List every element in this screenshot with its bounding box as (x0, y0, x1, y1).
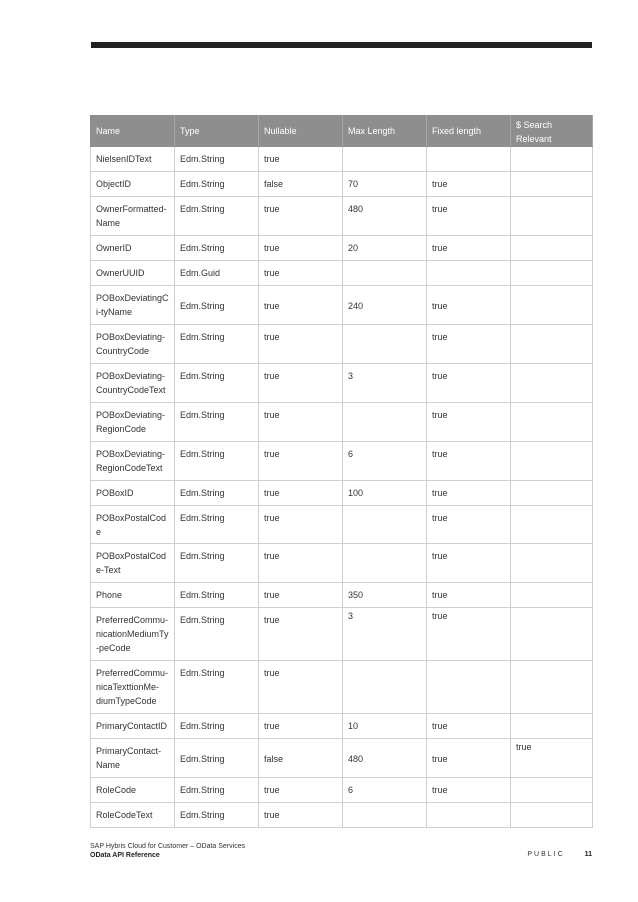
cell-type: Edm.Guid (175, 261, 259, 286)
cell-nullable: true (259, 236, 343, 261)
cell-type: Edm.String (175, 803, 259, 828)
column-header-type: Type (175, 116, 259, 147)
cell-fixed-length: true (427, 236, 511, 261)
cell-search-relevant (511, 661, 593, 714)
cell-nullable: false (259, 172, 343, 197)
cell-search-relevant: true (511, 739, 593, 778)
cell-name: POBoxPostalCode-Text (91, 544, 175, 583)
cell-search-relevant (511, 286, 593, 325)
table-row (91, 325, 593, 364)
cell-nullable: true (259, 803, 343, 828)
cell-type: Edm.String (175, 236, 259, 261)
cell-nullable: true (259, 147, 343, 172)
cell-search-relevant (511, 403, 593, 442)
table-row (91, 778, 593, 803)
cell-fixed-length: true (427, 544, 511, 583)
cell-type: Edm.String (175, 739, 259, 778)
cell-type: Edm.String (175, 172, 259, 197)
cell-fixed-length (427, 147, 511, 172)
cell-max-length: 70 (343, 172, 427, 197)
table-row (91, 714, 593, 739)
cell-nullable: true (259, 261, 343, 286)
cell-max-length: 20 (343, 236, 427, 261)
cell-search-relevant (511, 803, 593, 828)
cell-max-length: 6 (343, 442, 427, 481)
table-header-row (91, 116, 593, 147)
cell-nullable: false (259, 739, 343, 778)
table-row (91, 261, 593, 286)
cell-search-relevant (511, 608, 593, 661)
footer-product: SAP Hybris Cloud for Customer – OData Services (90, 843, 246, 850)
cell-nullable: true (259, 661, 343, 714)
cell-nullable: true (259, 608, 343, 661)
cell-fixed-length (427, 261, 511, 286)
cell-name: OwnerFormatted-Name (91, 197, 175, 236)
cell-fixed-length: true (427, 778, 511, 803)
table-row (91, 286, 593, 325)
cell-name: POBoxDeviating-CountryCode (91, 325, 175, 364)
cell-nullable: true (259, 403, 343, 442)
cell-max-length: 6 (343, 778, 427, 803)
cell-max-length: 240 (343, 286, 427, 325)
cell-fixed-length: true (427, 714, 511, 739)
cell-fixed-length: true (427, 608, 511, 661)
cell-max-length: 480 (343, 739, 427, 778)
cell-nullable: true (259, 778, 343, 803)
cell-fixed-length: true (427, 286, 511, 325)
cell-search-relevant (511, 197, 593, 236)
cell-fixed-length: true (427, 583, 511, 608)
cell-search-relevant (511, 714, 593, 739)
table-row (91, 803, 593, 828)
cell-max-length: 100 (343, 481, 427, 506)
cell-fixed-length: true (427, 325, 511, 364)
cell-name: POBoxDeviating-RegionCode (91, 403, 175, 442)
cell-nullable: true (259, 286, 343, 325)
column-header-fixed-length: Fixed length (427, 116, 511, 147)
cell-search-relevant (511, 583, 593, 608)
cell-name: POBoxDeviatingCi-tyName (91, 286, 175, 325)
cell-max-length (343, 506, 427, 544)
cell-nullable: true (259, 544, 343, 583)
cell-name: POBoxPostalCode (91, 506, 175, 544)
cell-search-relevant (511, 778, 593, 803)
cell-fixed-length: true (427, 739, 511, 778)
table-row (91, 481, 593, 506)
cell-type: Edm.String (175, 481, 259, 506)
cell-name: OwnerUUID (91, 261, 175, 286)
cell-type: Edm.String (175, 506, 259, 544)
footer-right (527, 851, 592, 858)
cell-nullable: true (259, 364, 343, 403)
cell-max-length (343, 147, 427, 172)
table-row (91, 147, 593, 172)
cell-nullable: true (259, 442, 343, 481)
column-header-max-length: Max Length (343, 116, 427, 147)
table-row (91, 661, 593, 714)
column-header-search-relevant: $ Search Relevant (511, 116, 593, 147)
cell-nullable: true (259, 506, 343, 544)
cell-max-length (343, 325, 427, 364)
cell-fixed-length: true (427, 442, 511, 481)
cell-search-relevant (511, 364, 593, 403)
table-row (91, 442, 593, 481)
column-header-name: Name (91, 116, 175, 147)
cell-fixed-length: true (427, 403, 511, 442)
table-row (91, 364, 593, 403)
cell-nullable: true (259, 197, 343, 236)
cell-nullable: true (259, 714, 343, 739)
footer-document-title: OData API Reference (90, 852, 160, 859)
cell-fixed-length: true (427, 172, 511, 197)
cell-max-length: 3 (343, 608, 427, 661)
cell-name: ObjectID (91, 172, 175, 197)
cell-name: OwnerID (91, 236, 175, 261)
cell-type: Edm.String (175, 147, 259, 172)
cell-search-relevant (511, 261, 593, 286)
table-row (91, 172, 593, 197)
cell-name: POBoxDeviating-CountryCodeText (91, 364, 175, 403)
cell-fixed-length: true (427, 506, 511, 544)
table-row (91, 403, 593, 442)
page-number: 11 (584, 851, 592, 858)
cell-type: Edm.String (175, 608, 259, 661)
cell-search-relevant (511, 506, 593, 544)
cell-max-length (343, 803, 427, 828)
table-row (91, 739, 593, 778)
cell-name: NielsenIDText (91, 147, 175, 172)
cell-type: Edm.String (175, 364, 259, 403)
footer-classification: PUBLIC (527, 851, 565, 858)
cell-nullable: true (259, 481, 343, 506)
cell-name: Phone (91, 583, 175, 608)
cell-name: PreferredCommu-nicaTexttionMe-diumTypeCode (91, 661, 175, 714)
cell-search-relevant (511, 147, 593, 172)
cell-type: Edm.String (175, 544, 259, 583)
cell-search-relevant (511, 325, 593, 364)
cell-search-relevant (511, 172, 593, 197)
top-rule (91, 42, 592, 48)
cell-search-relevant (511, 442, 593, 481)
cell-name: PreferredCommu-nicationMediumTy-peCode (91, 608, 175, 661)
table-row (91, 197, 593, 236)
cell-type: Edm.String (175, 325, 259, 364)
cell-fixed-length: true (427, 197, 511, 236)
cell-type: Edm.String (175, 197, 259, 236)
table-row (91, 506, 593, 544)
cell-type: Edm.String (175, 778, 259, 803)
cell-name: RoleCode (91, 778, 175, 803)
cell-fixed-length: true (427, 364, 511, 403)
cell-max-length: 10 (343, 714, 427, 739)
table-row (91, 583, 593, 608)
cell-type: Edm.String (175, 714, 259, 739)
column-header-nullable: Nullable (259, 116, 343, 147)
cell-max-length: 3 (343, 364, 427, 403)
cell-type: Edm.String (175, 286, 259, 325)
cell-max-length (343, 403, 427, 442)
cell-search-relevant (511, 236, 593, 261)
cell-max-length (343, 661, 427, 714)
cell-max-length: 350 (343, 583, 427, 608)
cell-nullable: true (259, 325, 343, 364)
cell-fixed-length: true (427, 481, 511, 506)
cell-type: Edm.String (175, 403, 259, 442)
cell-max-length: 480 (343, 197, 427, 236)
cell-name: PrimaryContactID (91, 714, 175, 739)
cell-fixed-length (427, 661, 511, 714)
cell-name: POBoxID (91, 481, 175, 506)
cell-name: RoleCodeText (91, 803, 175, 828)
cell-type: Edm.String (175, 661, 259, 714)
footer (90, 842, 245, 860)
cell-fixed-length (427, 803, 511, 828)
cell-search-relevant (511, 481, 593, 506)
cell-max-length (343, 544, 427, 583)
cell-type: Edm.String (175, 442, 259, 481)
cell-name: PrimaryContact-Name (91, 739, 175, 778)
cell-search-relevant (511, 544, 593, 583)
table-row (91, 236, 593, 261)
cell-name: POBoxDeviating-RegionCodeText (91, 442, 175, 481)
table-row (91, 544, 593, 583)
cell-type: Edm.String (175, 583, 259, 608)
properties-table (90, 115, 593, 828)
table-row (91, 608, 593, 661)
cell-max-length (343, 261, 427, 286)
cell-nullable: true (259, 583, 343, 608)
